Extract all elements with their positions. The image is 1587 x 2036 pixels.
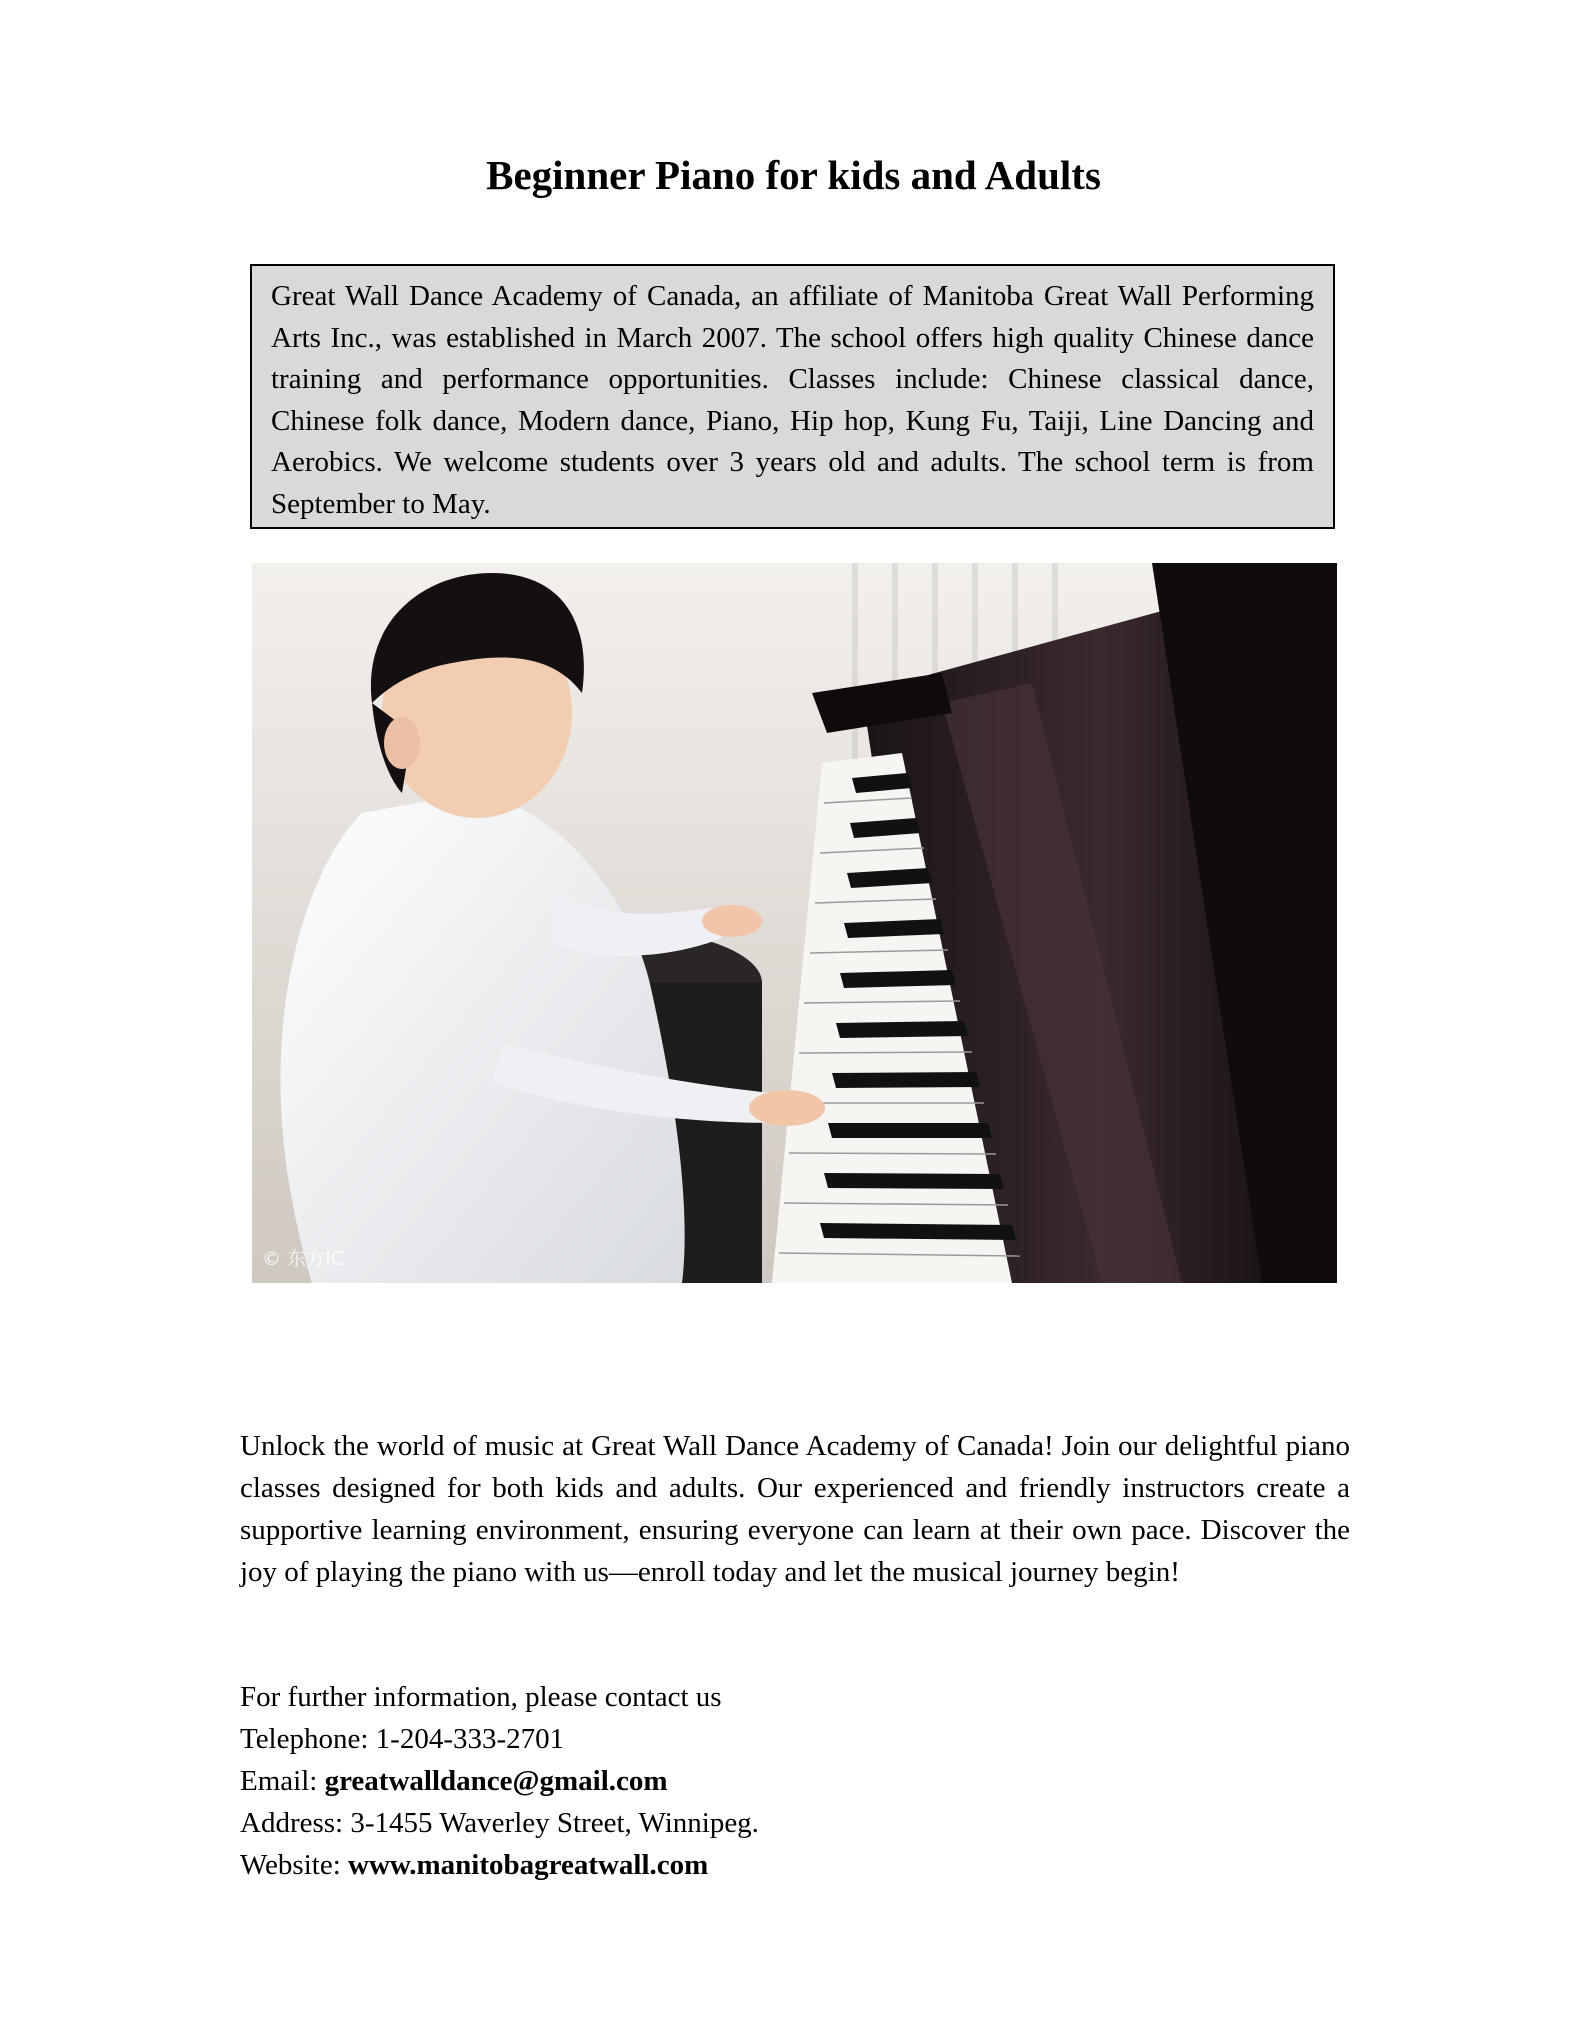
page-title: Beginner Piano for kids and Adults <box>486 152 1101 198</box>
piano-photo-illustration <box>252 563 1337 1283</box>
address-value: 3-1455 Waverley Street, Winnipeg. <box>350 1807 759 1839</box>
website-line <box>240 1844 1350 1886</box>
website-link[interactable]: www.manitobagreatwall.com <box>348 1849 709 1881</box>
email-line <box>240 1760 1350 1802</box>
email-link[interactable]: greatwalldance@gmail.com <box>324 1765 668 1797</box>
piano-photo <box>252 563 1337 1283</box>
email-label: Email: <box>240 1765 325 1797</box>
contact-heading: For further information, please contact us <box>240 1681 722 1713</box>
website-label: Website: <box>240 1849 348 1881</box>
address-label: Address: <box>240 1807 351 1839</box>
photo-watermark: © 东方IC <box>262 1248 344 1270</box>
telephone-label: Telephone: <box>240 1723 376 1755</box>
telephone-value: 1-204-333-2701 <box>375 1723 565 1755</box>
intro-text: Great Wall Dance Academy of Canada, an affiliate of Manitoba Great Wall Performing Arts Inc., was established in March 2007. The school offers high quality Chinese dance training and performance opportunities. Classes include: Chinese classical dance, Chinese folk dance, Modern dance, Piano, Hip hop, Kung Fu, Taiji, Line Dancing and Aerobics. We welcome students over 3 years old and adults. The school term is from September to May. <box>271 280 1314 520</box>
intro-box <box>250 264 1335 529</box>
telephone-line <box>240 1718 1350 1760</box>
promo-paragraph: Unlock the world of music at Great Wall Dance Academy of Canada! Join our delightful piano classes designed for both kids and adults. Our experienced and friendly instructors create a supportive learning environment, ensuring everyone can learn at their own pace. Discover the joy of playing the piano with us—enroll today and let the musical journey begin! <box>240 1430 1350 1588</box>
address-line <box>240 1802 1350 1844</box>
contact-block <box>240 1676 1350 1886</box>
